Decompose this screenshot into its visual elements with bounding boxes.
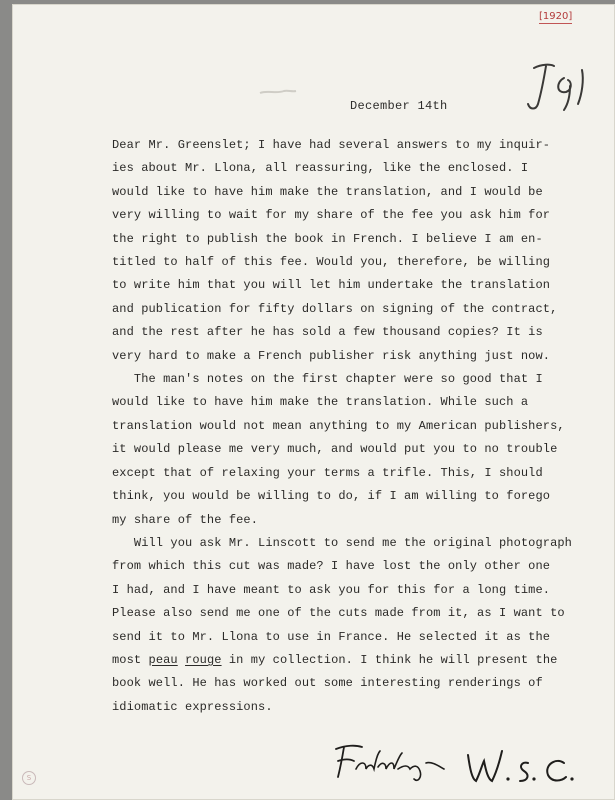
letter-line-peau-rouge xyxy=(112,649,582,672)
letter-line: The man's notes on the first chapter were so good that I xyxy=(112,372,543,387)
letter-line: ies about Mr. Llona, all reassuring, like the enclosed. I xyxy=(112,161,529,176)
faint-pencil-mark xyxy=(258,84,298,98)
letter-line: book well. He has worked out some interesting renderings of xyxy=(112,676,543,691)
letter-line: Dear Mr. Greenslet; I have had several answers to my inquir- xyxy=(112,138,551,152)
letter-line: Please also send me one of the cuts made from it, as I want to xyxy=(112,606,565,621)
letter-line: very hard to make a French publisher risk anything just now. xyxy=(112,348,551,363)
underlined-word-peau: peau xyxy=(148,652,178,667)
archive-date-mark: [1920] xyxy=(539,11,573,22)
letter-line: to write him that you will let him undertake the translation xyxy=(112,278,551,293)
line-text: in my collection. I think he will present the xyxy=(221,652,558,667)
letter-line: I had, and I have meant to ask you for this for a long time. xyxy=(112,582,551,597)
letter-line: would like to have him make the translation. While such a xyxy=(112,395,529,410)
letter-line: it would please me very much, and would put you to no trouble xyxy=(112,442,558,457)
letter-line: idiomatic expressions. xyxy=(112,699,273,714)
letter-page xyxy=(12,4,615,800)
letter-line: except that of relaxing your terms a trifle. This, I should xyxy=(112,465,543,480)
line-text: most xyxy=(112,652,149,667)
handwritten-signature xyxy=(332,739,582,789)
letter-line: titled to half of this fee. Would you, therefore, be willing xyxy=(112,255,551,270)
letter-line: from which this cut was made? I have lost the only other one xyxy=(112,559,551,574)
letter-body xyxy=(112,134,582,719)
letter-line: would like to have him make the translation, and I would be xyxy=(112,184,543,199)
letter-line: and publication for fifty dollars on signing of the contract, xyxy=(112,301,558,316)
line-text xyxy=(178,653,185,667)
letter-line: very willing to wait for my share of the fee you ask him for xyxy=(112,208,551,223)
letter-line: think, you would be willing to do, if I am willing to forego xyxy=(112,489,551,504)
underlined-word-rouge: rouge xyxy=(185,652,222,667)
handwritten-initials-mark xyxy=(520,60,600,114)
letter-line: send it to Mr. Llona to use in France. He selected it as the xyxy=(112,629,551,644)
letter-date: December 14th xyxy=(350,99,448,113)
corner-archive-stamp: S xyxy=(22,771,36,785)
letter-line: my share of the fee. xyxy=(112,512,259,527)
letter-line: and the rest after he has sold a few thousand copies? It is xyxy=(112,325,543,340)
letter-line: translation would not mean anything to my American publishers, xyxy=(112,418,565,433)
letter-line: Will you ask Mr. Linscott to send me the original photograph xyxy=(112,535,572,550)
letter-line: the right to publish the book in French. I believe I am en- xyxy=(112,231,543,246)
